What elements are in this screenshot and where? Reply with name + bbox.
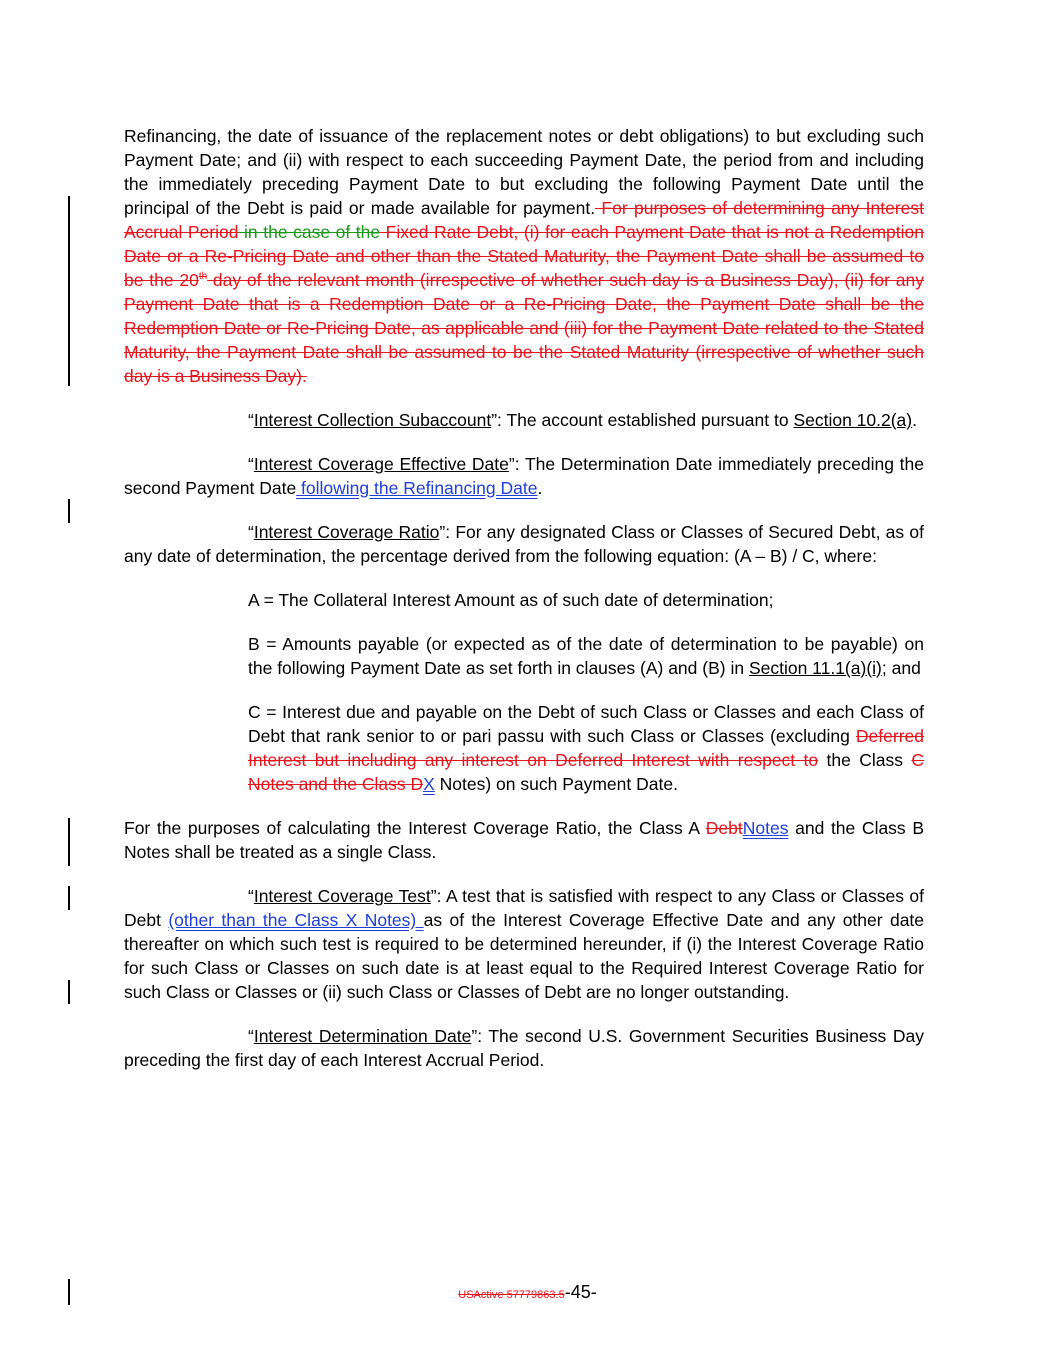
definition-text: : The second U.S. Government Securities Business Day preceding the first day of each Interest Accrual Period. [124,1026,924,1070]
formula-text: B = Amounts payable (or expected as of the date of determination to be payable) on the following Payment Date as set forth in clauses (A) and (B) in [248,634,924,678]
definition-interest-collection-subaccount: “Interest Collection Subaccount”: The account established pursuant to Section 10.2(a). [248,410,917,430]
definition-text: : A test that is satisfied with respect to any Class or Classes of Debt [124,886,925,930]
paragraph-text: For the purposes of calculating the Interest Coverage Ratio, the Class A [124,818,706,838]
deleted-text: day of the relevant month (irrespective of whether such day is a Business Day), (ii) for any Payment Date that is a Redemption Date or a Re-Pricing Date, the Payment Date shall be the Redemption Date or Re-Pricing Date, as applicable and (iii) for the Payment Date related to the Stated Maturity, the Payment Date shall be assumed to be the Stated Maturity (irrespective of whether such day is a Business Day). [124,270,924,386]
formula-b [248,632,924,680]
change-bar [68,196,70,386]
purposes-paragraph [124,816,924,864]
definition-interest-determination-date: “Interest Determination Date”: The second U.S. Government Securities Business Day preceding the first day of each Interest Accrual Period. [124,1026,924,1070]
defined-term: Interest Coverage Effective Date [253,454,509,474]
change-bar [68,499,70,523]
superscript: th [198,271,208,283]
defined-term: Interest Coverage Test [253,886,431,906]
formula-text: Notes) on such Payment Date. [434,774,678,794]
change-bar [68,818,70,866]
page-number: -45- [564,1282,597,1302]
inserted-text: X [423,774,435,794]
definition-text: : For any designated Class or Classes of Secured Debt, as of any date of determination, the percentage derived from the following equation: (A – B) / C, where: [124,522,924,566]
change-bar [68,980,70,1004]
deleted-text: Deferred Interest but including any interest on Deferred Interest with respect to [248,726,924,770]
accrual-period-paragraph [124,124,924,388]
definition-text: : The account established pursuant to [497,410,794,430]
section-reference[interactable]: Section 10.2(a) [793,410,913,430]
inserted-text: (other than the Class X Notes) [168,910,424,930]
formula-a: A = The Collateral Interest Amount as of such date of determination; [248,590,774,610]
definition-interest-coverage-test: “Interest Coverage Test”: A test that is satisfied with respect to any Class or Classes of Debt (other than the Class X Notes) as of the Interest Coverage Effective Date and any other date thereafter on which such test is required to be determined hereunder, if (i) the Interest Coverage Ratio for such Class or Classes on such date is at least equal to the Required Interest Coverage Ratio for such Class or Classes or (ii) such Class or Classes of Debt are no longer outstanding. [124,886,925,1002]
definition-interest-coverage-ratio: “Interest Coverage Ratio”: For any designated Class or Classes of Secured Debt, as of any date of determination, the percentage derived from the following equation: (A – B) / C, where: [124,522,924,566]
change-bar [68,886,70,910]
formula-text: ; and [881,658,921,678]
defined-term: Interest Coverage Ratio [253,522,440,542]
punctuation: . [912,410,917,430]
defined-term: Interest Determination Date [253,1026,472,1046]
inserted-text: Notes [742,818,789,838]
formula-text: the Class [818,750,912,770]
moved-text: in the case of the [238,222,381,242]
defined-term: Interest Collection Subaccount [253,410,492,430]
deleted-text: Fixed Rate Debt, (i) for each Payment Date that is not a Redemption Date or a Re-Pricing Date and other than the Stated Maturity, the Payment Date shall be assumed to be the 20 [124,222,925,290]
document-id: USActive 57779863.5 [458,1289,565,1301]
paragraph-text: Refinancing, the date of issuance of the replacement notes or debt obligations) to but excluding such Payment Date; and (ii) with respect to each succeeding Payment Date, the period from and including the immediately preceding Payment Date to but excluding the following Payment Date until the principal of the Debt is paid or made available for payment. [124,126,924,218]
page-footer [0,1280,1055,1307]
section-reference[interactable]: Section 11.1(a)(i) [748,658,882,678]
definition-interest-coverage-effective-date: “Interest Coverage Effective Date”: The Determination Date immediately preceding the second Payment Date following the Refinancing Date. [124,454,924,498]
document-page [124,124,924,1092]
punctuation: . [537,478,543,498]
formula-c [248,700,924,796]
deleted-text: Debt [705,818,743,838]
definition-text: : The Determination Date immediately preceding the second Payment Date [124,454,924,498]
deleted-text: For purposes of determining any Interest Accrual Period [124,198,924,242]
formula-text: C = Interest due and payable on the Debt of such Class or Classes and each Class of Debt that rank senior to or pari passu with such Class or Classes (excluding [248,702,924,746]
inserted-text: following the Refinancing Date [296,478,538,498]
definition-text: as of the Interest Coverage Effective Date and any other date thereafter on which such test is required to be determined hereunder, if (i) the Interest Coverage Ratio for such Class or Classes on such date is at least equal to the Required Interest Coverage Ratio for such Class or Classes or (ii) such Class or Classes of Debt are no longer outstanding. [124,910,925,1002]
deleted-text: C Notes and the Class D [248,750,924,794]
paragraph-text: and the Class B Notes shall be treated as a single Class. [124,818,925,862]
